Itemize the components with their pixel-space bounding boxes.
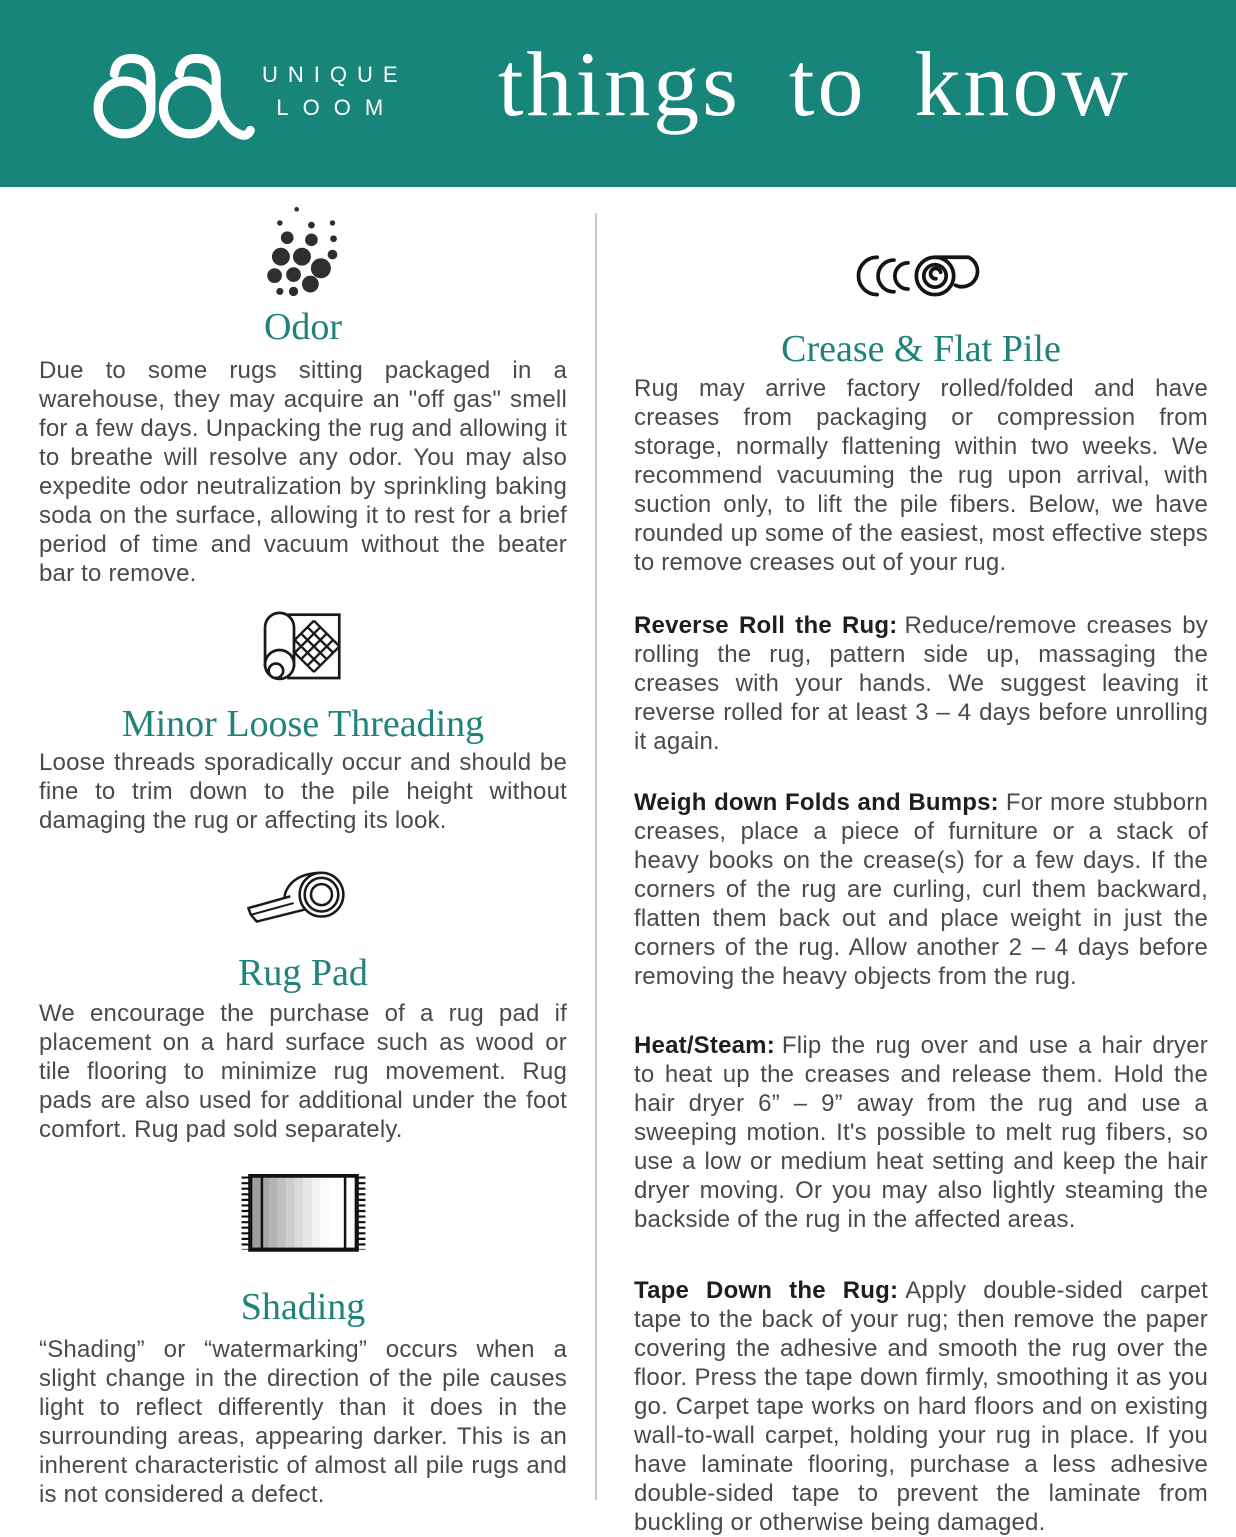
section-minor-loose-threading — [39, 602, 567, 835]
left-column — [39, 187, 567, 1509]
section-title-odor: Odor — [263, 306, 343, 348]
section-title-shading: Shading — [240, 1286, 366, 1328]
brand-line-loom: LOOM — [276, 95, 398, 120]
odor-dots-icon — [260, 203, 346, 303]
tip-reverse-roll-label: Reverse Roll the Rug: — [634, 612, 898, 639]
section-title-threading: Minor Loose Threading — [121, 703, 485, 745]
section-odor — [39, 203, 567, 588]
loom-logo-icon — [88, 46, 256, 142]
section-body-threading: Loose threads sporadically occur and should be fine to trim down to the pile height without damaging the rug or affecting its look. — [39, 749, 567, 834]
tip-heat-steam-text: Flip the rug over and use a hair dryer to heat up the creases and release them. Hold the hair dryer 6” – 9” away from the rug and use a sweeping motion. It's possible to melt rug fibers, so use a low or medium heat setting and keep the hair dryer moving. Or you may also lightly steaming the backside of the rug in the affected areas. — [634, 1032, 1208, 1233]
rolled-rug-threads-icon — [256, 602, 351, 688]
unique-loom-logo — [88, 46, 256, 142]
page-title: things to know — [498, 33, 1131, 135]
brand-line-unique: UNIQUE — [262, 62, 408, 87]
rug-pad-roll-icon — [237, 861, 369, 935]
section-title-rugpad: Rug Pad — [238, 952, 368, 994]
rolled-rug-crease-icon — [851, 245, 991, 305]
tip-reverse-roll-text: Reduce/remove creases by rolling the rug, pattern side up, massaging the creases with your hands. We suggest leaving it reverse rolled for at least 3 – 4 days before unrolling it again. — [634, 612, 1208, 755]
crease-intro: Rug may arrive factory rolled/folded and have creases from packaging or compression from storage, normally flattening within two weeks. We recommend vacuuming the rug upon arrival, with suction only, to lift the pile fibers. Below, we have rounded up some of the easiest, most effective steps to remove creases out of your rug. — [634, 375, 1208, 576]
header-banner — [0, 0, 1236, 187]
tip-tape-down — [634, 1276, 1208, 1537]
tip-heat-steam-label: Heat/Steam: — [634, 1032, 775, 1059]
section-body-rugpad: We encourage the purchase of a rug pad if placement on a hard surface such as wood or tile flooring to minimize rug movement. Rug pads are also used for additional under the foot comfort. Rug pad sold separately. — [39, 1000, 567, 1143]
tip-reverse-roll — [634, 611, 1208, 756]
tip-weigh-down-text: For more stubborn creases, place a piece of furniture or a stack of heavy books on the crease(s) for a few days. If the corners of the rug are curling, curl them backward, flatten them back out and place weight in just the corners of the rug. Allow another 2 – 4 days before removing the heavy objects from the rug. — [634, 789, 1208, 990]
tip-weigh-down-label: Weigh down Folds and Bumps: — [634, 789, 999, 816]
tip-tape-down-label: Tape Down the Rug: — [634, 1277, 899, 1304]
column-divider — [595, 213, 597, 1500]
tip-tape-down-text: Apply double-sided carpet tape to the back of your rug; then remove the paper covering the adhesive and smooth the rug over the floor. Press the tape down firmly, smoothing it as you go. Carpet tape works on hard floors and on existing wall-to-wall carpet, holding your rug in place. If you have laminate flooring, purchase a less adhesive double-sided tape to prevent the laminate from buckling or otherwise being damaged. — [634, 1277, 1208, 1536]
section-rug-pad — [39, 861, 567, 1144]
section-title-crease: Crease & Flat Pile — [781, 328, 1061, 370]
section-body-shading: “Shading” or “watermarking” occurs when a slight change in the direction of the pile causes light to reflect differently than it does in the surrounding areas, appearing darker. This is an inherent characteristic of almost all pile rugs and is not considered a defect. — [39, 1336, 567, 1508]
section-body-odor: Due to some rugs sitting packaged in a warehouse, they may acquire an "off gas" smell for a few days. Unpacking the rug and allowing it to breathe will resolve any odor. You may also expedite odor neutralization by sprinkling baking soda on the surface, allowing it to rest for a brief period of time and vacuum without the beater bar to remove. — [39, 357, 567, 587]
shaded-rug-icon — [241, 1174, 366, 1253]
right-column — [634, 187, 1208, 1537]
section-shading — [39, 1174, 567, 1509]
tip-weigh-down — [634, 788, 1208, 991]
tip-heat-steam — [634, 1031, 1208, 1234]
brand-text — [262, 64, 408, 119]
